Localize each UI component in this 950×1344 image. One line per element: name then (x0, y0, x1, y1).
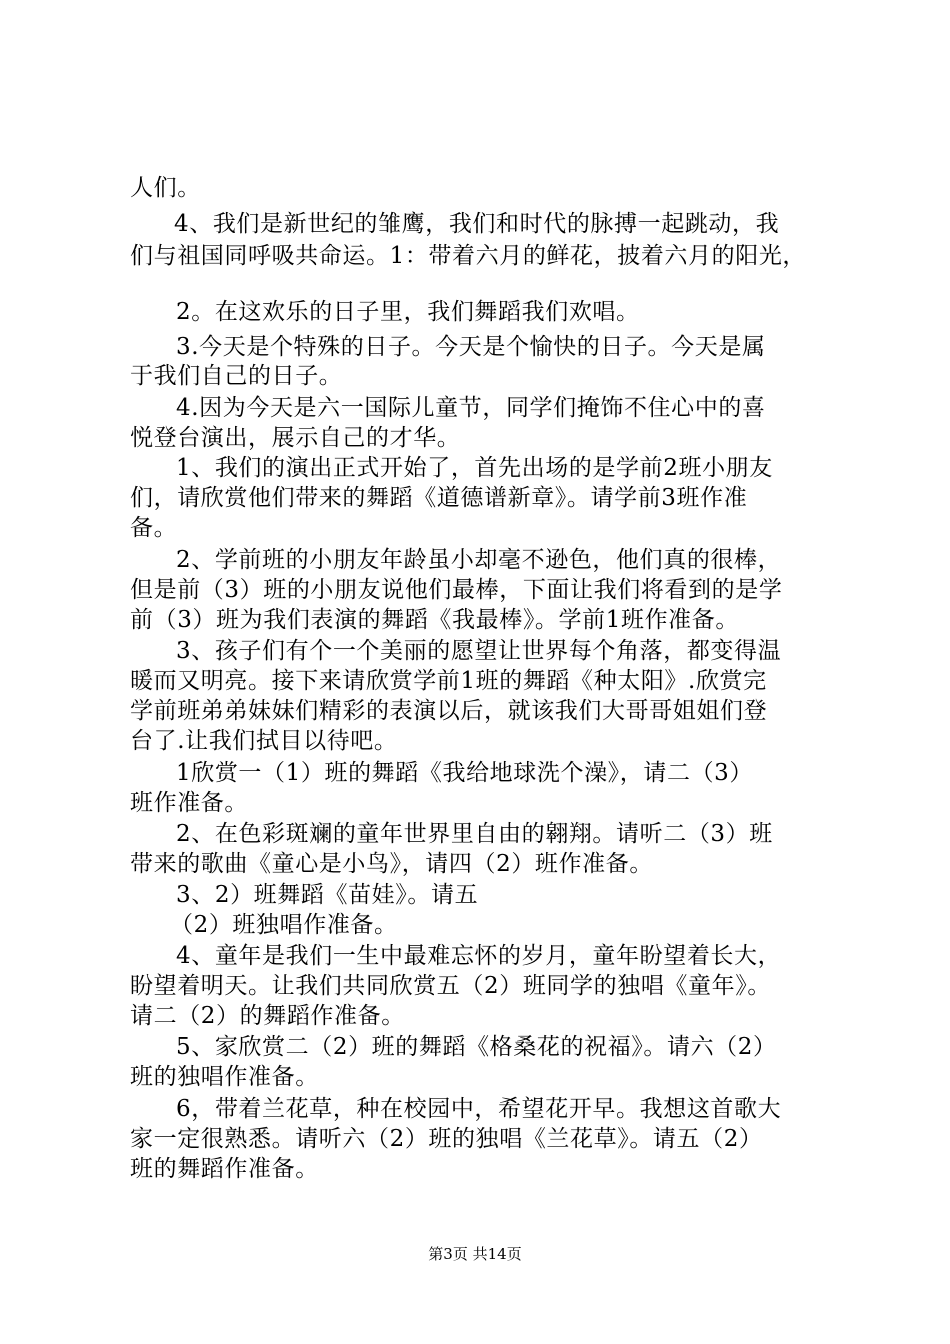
text-line: 6，带着兰花草，种在校园中，希望花开早。我想这首歌大 (176, 1096, 782, 1122)
text-line: 班的独唱作准备。 (130, 1064, 319, 1090)
text-line: 请二（2）的舞蹈作准备。 (130, 1003, 405, 1029)
text-line: 2、在色彩斑斓的童年世界里自由的翱翔。请听二（3）班 (176, 821, 773, 847)
text-line: 4.因为今天是六一国际儿童节，同学们掩饰不住心中的喜 (176, 395, 766, 421)
text-line: 4、我们是新世纪的雏鹰，我们和时代的脉搏一起跳动，我 (174, 211, 780, 237)
text-line: 3、孩子们有个一个美丽的愿望让世界每个角落，都变得温 (176, 638, 782, 664)
text-line: 学前班弟弟妹妹们精彩的表演以后，就该我们大哥哥姐姐们登 (130, 698, 768, 724)
text-line: 2、学前班的小朋友年龄虽小却毫不逊色，他们真的很棒， (176, 547, 782, 573)
text-line: 带来的歌曲《童心是小鸟》，请四（2）班作准备。 (130, 851, 653, 877)
text-line: 于我们自己的日子。 (130, 363, 343, 389)
text-line: 台了.让我们拭目以待吧。 (130, 728, 398, 754)
text-line: 人们。 (130, 175, 201, 201)
text-line: 2。在这欢乐的日子里，我们舞蹈我们欢唱。 (176, 299, 640, 325)
text-line: 班的舞蹈作准备。 (130, 1156, 319, 1182)
text-line: 班作准备。 (130, 790, 248, 816)
page-number-footer: 第3页 共14页 (428, 1245, 522, 1263)
text-line: 4、童年是我们一生中最难忘怀的岁月，童年盼望着长大， (176, 943, 782, 969)
text-line: （2）班独唱作准备。 (170, 912, 398, 938)
text-line: 家一定很熟悉。请听六（2）班的独唱《兰花草》。请五（2） (130, 1126, 763, 1152)
text-line: 1、我们的演出正式开始了，首先出场的是学前2班小朋友 (176, 455, 773, 481)
text-line: 但是前（3）班的小朋友说他们最棒，下面让我们将看到的是学 (130, 577, 783, 603)
text-line: 3.今天是个特殊的日子。今天是个愉快的日子。今天是属 (176, 334, 766, 360)
text-line: 3、2）班舞蹈《苗娃》。请五 (176, 882, 479, 908)
text-line: 备。 (130, 515, 178, 541)
text-line: 悦登台演出，展示自己的才华。 (130, 425, 461, 451)
text-line: 1欣赏一（1）班的舞蹈《我给地球洗个澡》，请二（3） (176, 760, 753, 786)
text-line: 5、家欣赏二（2）班的舞蹈《格桑花的祝福》。请六（2） (176, 1034, 777, 1060)
text-line: 盼望着明天。让我们共同欣赏五（2）班同学的独唱《童年》。 (130, 973, 771, 999)
text-line: 们，请欣赏他们带来的舞蹈《道德谱新章》。请学前3班作准 (130, 485, 748, 511)
text-line: 们与祖国同呼吸共命运。1：带着六月的鲜花，披着六月的阳光， (130, 243, 807, 269)
text-line: 前（3）班为我们表演的舞蹈《我最棒》。学前1班作准备。 (130, 607, 739, 633)
text-line: 暖而又明亮。接下来请欣赏学前1班的舞蹈《种太阳》.欣赏完 (130, 668, 767, 694)
